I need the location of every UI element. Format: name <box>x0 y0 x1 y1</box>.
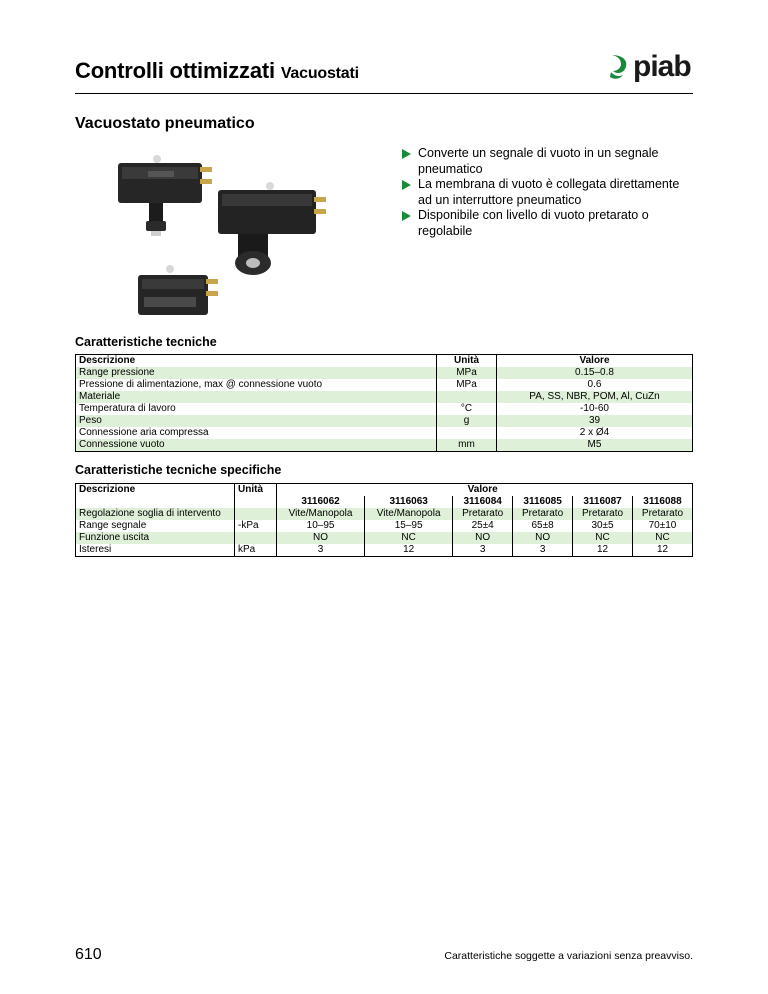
piab-logo <box>608 52 691 82</box>
logo-text: piab <box>633 50 691 83</box>
bullet-arrow-icon <box>402 180 411 190</box>
bullet-arrow-icon <box>402 211 411 221</box>
table-row: Temperatura di lavoro °C -10-60 <box>76 403 693 415</box>
feature-item <box>401 208 691 239</box>
table-row: Funzione uscita NO NC NO NO NC NC <box>76 532 693 544</box>
page-title-main: Controlli ottimizzati <box>75 58 275 83</box>
table-row: Regolazione soglia di intervento Vite/Manopola Vite/Manopola Pretarato Pretarato Pretarato Pretarato <box>76 508 693 520</box>
specific-specs-title: Caratteristiche tecniche specifiche <box>75 463 282 477</box>
bullet-arrow-icon <box>402 149 411 159</box>
table-row: Connessione vuoto mm M5 <box>76 439 693 452</box>
table-row: Range pressione MPa 0.15–0.8 <box>76 367 693 379</box>
footer-disclaimer: Caratteristiche soggette a variazioni senza preavviso. <box>444 950 693 962</box>
feature-text: Disponibile con livello di vuoto pretarato o regolabile <box>418 208 649 238</box>
product-title: Vacuostato pneumatico <box>75 115 255 132</box>
specific-specs-table <box>75 483 693 557</box>
table-header-row: Descrizione Unità Valore <box>76 484 693 497</box>
piab-leaf-icon <box>608 52 630 82</box>
tech-specs-table <box>75 354 693 452</box>
page-number: 610 <box>75 946 102 963</box>
table-row: Pressione di alimentazione, max @ connessione vuoto MPa 0.6 <box>76 379 693 391</box>
feature-list <box>401 146 691 239</box>
feature-text: La membrana di vuoto è collegata direttamente ad un interruttore pneumatico <box>418 177 680 207</box>
table-model-row: 3116062 3116063 3116084 3116085 3116087 3116088 <box>76 496 693 508</box>
header-divider <box>75 93 693 94</box>
vacuum-switch-product-photo <box>100 145 340 335</box>
table-row: Materiale PA, SS, NBR, POM, Al, CuZn <box>76 391 693 403</box>
page-title-sub: Vacuostati <box>280 65 359 82</box>
feature-item <box>401 146 691 177</box>
tech-specs-title: Caratteristiche tecniche <box>75 335 217 349</box>
table-row: Isteresi kPa 3 12 3 3 12 12 <box>76 544 693 557</box>
table-header-row: Descrizione Unità Valore <box>76 355 693 368</box>
table-row: Range segnale -kPa 10–95 15–95 25±4 65±8 30±5 70±10 <box>76 520 693 532</box>
feature-text: Converte un segnale di vuoto in un segnale pneumatico <box>418 146 659 176</box>
table-row: Connessione aria compressa 2 x Ø4 <box>76 427 693 439</box>
feature-item <box>401 177 691 208</box>
table-row: Peso g 39 <box>76 415 693 427</box>
page-title <box>75 58 359 84</box>
